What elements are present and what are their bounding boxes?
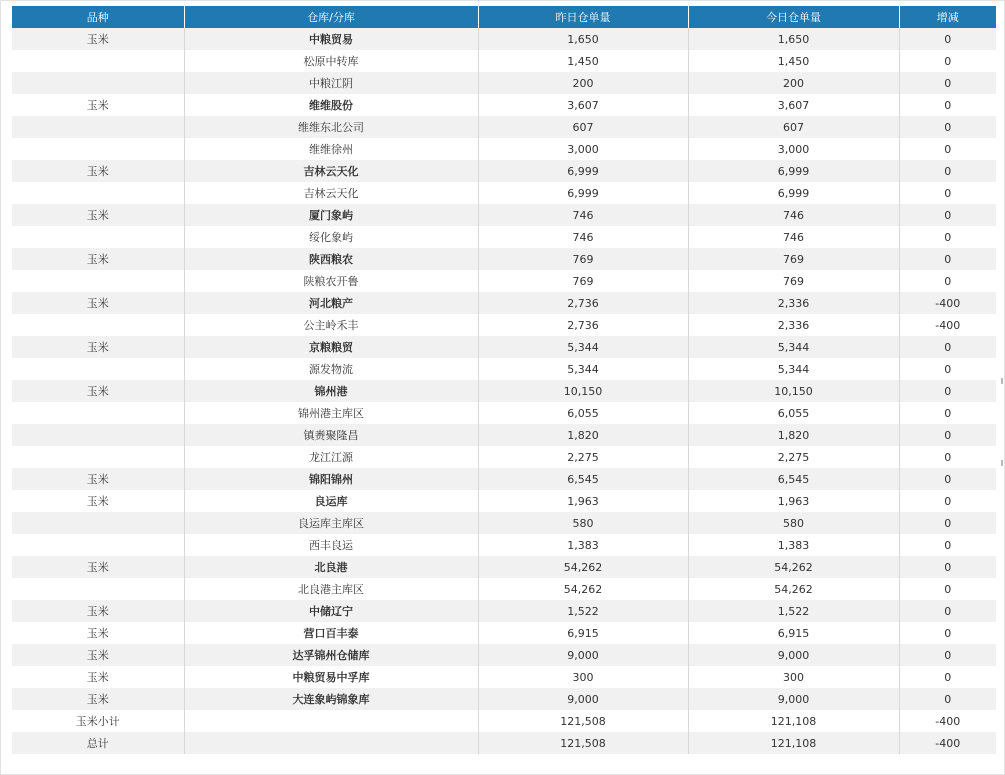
cell-yesterday-qty: 3,000 [478, 138, 688, 160]
cell-change: 0 [899, 534, 996, 556]
cell-variety: 玉米 [12, 28, 184, 50]
cell-variety: 玉米 [12, 490, 184, 512]
cell-yesterday-qty: 1,650 [478, 28, 688, 50]
cell-today-qty: 2,275 [688, 446, 899, 468]
cell-warehouse: 维维股份 [184, 94, 478, 116]
cell-yesterday-qty: 746 [478, 204, 688, 226]
cell-change: 0 [899, 358, 996, 380]
cell-today-qty: 200 [688, 72, 899, 94]
cell-change: 0 [899, 336, 996, 358]
cell-variety: 玉米 [12, 644, 184, 666]
cell-change: 0 [899, 50, 996, 72]
cell-variety: 玉米 [12, 600, 184, 622]
cell-change: 0 [899, 468, 996, 490]
cell-warehouse: 维维东北公司 [184, 116, 478, 138]
cell-today-qty: 1,383 [688, 534, 899, 556]
cell-variety: 总计 [12, 732, 184, 754]
cell-warehouse: 达孚锦州仓储库 [184, 644, 478, 666]
cell-change: 0 [899, 226, 996, 248]
cell-variety: 玉米 [12, 666, 184, 688]
table-row [12, 666, 996, 688]
table-row [12, 622, 996, 644]
cell-today-qty: 580 [688, 512, 899, 534]
cell-today-qty: 54,262 [688, 556, 899, 578]
cell-yesterday-qty: 607 [478, 116, 688, 138]
cell-today-qty: 1,522 [688, 600, 899, 622]
cell-change: 0 [899, 94, 996, 116]
cell-today-qty: 746 [688, 204, 899, 226]
table-row [12, 358, 996, 380]
warehouse-receipt-table [12, 6, 996, 754]
cell-change: 0 [899, 204, 996, 226]
cell-warehouse: 厦门象屿 [184, 204, 478, 226]
cell-variety [12, 446, 184, 468]
scroll-marker [1001, 378, 1003, 384]
table-row [12, 226, 996, 248]
cell-yesterday-qty: 769 [478, 248, 688, 270]
cell-yesterday-qty: 1,820 [478, 424, 688, 446]
cell-today-qty: 300 [688, 666, 899, 688]
table-row [12, 50, 996, 72]
cell-variety: 玉米小计 [12, 710, 184, 732]
cell-today-qty: 10,150 [688, 380, 899, 402]
cell-yesterday-qty: 1,383 [478, 534, 688, 556]
cell-warehouse: 北良港主库区 [184, 578, 478, 600]
cell-warehouse: 中粮江阴 [184, 72, 478, 94]
cell-warehouse: 营口百丰泰 [184, 622, 478, 644]
table-row [12, 248, 996, 270]
cell-variety [12, 50, 184, 72]
table-row [12, 534, 996, 556]
table-header-row [12, 6, 996, 28]
cell-today-qty: 3,607 [688, 94, 899, 116]
cell-today-qty: 6,055 [688, 402, 899, 424]
cell-variety: 玉米 [12, 160, 184, 182]
cell-yesterday-qty: 54,262 [478, 578, 688, 600]
cell-change: 0 [899, 446, 996, 468]
cell-yesterday-qty: 2,275 [478, 446, 688, 468]
cell-yesterday-qty: 5,344 [478, 336, 688, 358]
cell-yesterday-qty: 580 [478, 512, 688, 534]
table-row [12, 182, 996, 204]
cell-yesterday-qty: 3,607 [478, 94, 688, 116]
cell-variety: 玉米 [12, 336, 184, 358]
cell-variety: 玉米 [12, 622, 184, 644]
cell-variety: 玉米 [12, 468, 184, 490]
cell-change: -400 [899, 314, 996, 336]
cell-yesterday-qty: 200 [478, 72, 688, 94]
cell-today-qty: 607 [688, 116, 899, 138]
cell-change: 0 [899, 512, 996, 534]
table-row [12, 644, 996, 666]
table-row [12, 160, 996, 182]
table-row [12, 28, 996, 50]
cell-warehouse: 吉林云天化 [184, 182, 478, 204]
cell-warehouse: 松原中转库 [184, 50, 478, 72]
cell-today-qty: 5,344 [688, 336, 899, 358]
table-row [12, 424, 996, 446]
table-row [12, 138, 996, 160]
cell-variety [12, 512, 184, 534]
cell-change: 0 [899, 28, 996, 50]
cell-yesterday-qty: 5,344 [478, 358, 688, 380]
table-row [12, 116, 996, 138]
table-row [12, 468, 996, 490]
cell-variety: 玉米 [12, 292, 184, 314]
cell-yesterday-qty: 769 [478, 270, 688, 292]
cell-today-qty: 1,650 [688, 28, 899, 50]
cell-variety [12, 226, 184, 248]
cell-change: 0 [899, 380, 996, 402]
cell-warehouse: 大连象屿锦象库 [184, 688, 478, 710]
cell-change: 0 [899, 248, 996, 270]
cell-change: 0 [899, 688, 996, 710]
table-row [12, 270, 996, 292]
cell-yesterday-qty: 54,262 [478, 556, 688, 578]
cell-today-qty: 746 [688, 226, 899, 248]
table-row [12, 446, 996, 468]
cell-warehouse: 维维徐州 [184, 138, 478, 160]
cell-today-qty: 2,336 [688, 292, 899, 314]
cell-variety [12, 314, 184, 336]
cell-yesterday-qty: 121,508 [478, 710, 688, 732]
cell-warehouse: 源发物流 [184, 358, 478, 380]
cell-warehouse: 锦州港 [184, 380, 478, 402]
cell-change: 0 [899, 72, 996, 94]
cell-change: 0 [899, 138, 996, 160]
cell-yesterday-qty: 300 [478, 666, 688, 688]
cell-yesterday-qty: 10,150 [478, 380, 688, 402]
cell-warehouse: 河北粮产 [184, 292, 478, 314]
cell-variety [12, 534, 184, 556]
cell-variety [12, 358, 184, 380]
cell-change: -400 [899, 292, 996, 314]
cell-change: 0 [899, 666, 996, 688]
cell-change: 0 [899, 160, 996, 182]
cell-today-qty: 121,108 [688, 710, 899, 732]
table-body [12, 28, 996, 754]
cell-warehouse: 北良港 [184, 556, 478, 578]
cell-today-qty: 1,820 [688, 424, 899, 446]
cell-change: 0 [899, 644, 996, 666]
table-row [12, 578, 996, 600]
table-row [12, 600, 996, 622]
table-row [12, 314, 996, 336]
cell-warehouse: 吉林云天化 [184, 160, 478, 182]
cell-yesterday-qty: 121,508 [478, 732, 688, 754]
cell-yesterday-qty: 746 [478, 226, 688, 248]
table-row [12, 402, 996, 424]
cell-warehouse: 京粮粮贸 [184, 336, 478, 358]
cell-warehouse: 公主岭禾丰 [184, 314, 478, 336]
cell-variety: 玉米 [12, 380, 184, 402]
cell-change: 0 [899, 622, 996, 644]
cell-warehouse [184, 732, 478, 754]
table-row [12, 380, 996, 402]
table-row [12, 94, 996, 116]
cell-variety [12, 182, 184, 204]
cell-variety [12, 578, 184, 600]
scroll-marker [1001, 460, 1003, 466]
cell-warehouse: 陕粮农开鲁 [184, 270, 478, 292]
cell-today-qty: 54,262 [688, 578, 899, 600]
cell-warehouse: 良运库 [184, 490, 478, 512]
cell-warehouse: 镇赉聚隆昌 [184, 424, 478, 446]
cell-change: 0 [899, 600, 996, 622]
cell-variety: 玉米 [12, 204, 184, 226]
cell-today-qty: 769 [688, 270, 899, 292]
cell-today-qty: 6,999 [688, 160, 899, 182]
cell-yesterday-qty: 1,522 [478, 600, 688, 622]
header-change: 增减 [899, 6, 996, 28]
cell-yesterday-qty: 2,736 [478, 292, 688, 314]
cell-change: 0 [899, 402, 996, 424]
cell-variety: 玉米 [12, 94, 184, 116]
cell-today-qty: 6,999 [688, 182, 899, 204]
table-row [12, 72, 996, 94]
cell-change: 0 [899, 116, 996, 138]
table-row [12, 688, 996, 710]
cell-warehouse: 绥化象屿 [184, 226, 478, 248]
table-row [12, 204, 996, 226]
header-warehouse: 仓库/分库 [184, 6, 478, 28]
cell-warehouse: 中粮贸易中孚库 [184, 666, 478, 688]
cell-variety [12, 72, 184, 94]
table-row [12, 336, 996, 358]
cell-change: 0 [899, 556, 996, 578]
table-row [12, 556, 996, 578]
cell-change: 0 [899, 270, 996, 292]
header-variety: 品种 [12, 6, 184, 28]
cell-yesterday-qty: 1,450 [478, 50, 688, 72]
cell-today-qty: 3,000 [688, 138, 899, 160]
cell-yesterday-qty: 6,999 [478, 182, 688, 204]
cell-warehouse: 西丰良运 [184, 534, 478, 556]
cell-warehouse: 龙江江源 [184, 446, 478, 468]
cell-variety [12, 424, 184, 446]
cell-variety: 玉米 [12, 556, 184, 578]
cell-warehouse [184, 710, 478, 732]
cell-yesterday-qty: 6,915 [478, 622, 688, 644]
cell-yesterday-qty: 6,055 [478, 402, 688, 424]
cell-warehouse: 良运库主库区 [184, 512, 478, 534]
cell-yesterday-qty: 6,999 [478, 160, 688, 182]
cell-variety: 玉米 [12, 248, 184, 270]
cell-yesterday-qty: 2,736 [478, 314, 688, 336]
cell-today-qty: 9,000 [688, 688, 899, 710]
cell-today-qty: 6,915 [688, 622, 899, 644]
cell-today-qty: 2,336 [688, 314, 899, 336]
cell-change: 0 [899, 578, 996, 600]
cell-variety [12, 270, 184, 292]
cell-warehouse: 锦阳锦州 [184, 468, 478, 490]
cell-warehouse: 陕西粮农 [184, 248, 478, 270]
cell-today-qty: 121,108 [688, 732, 899, 754]
table-row [12, 732, 996, 754]
cell-change: 0 [899, 490, 996, 512]
cell-variety [12, 402, 184, 424]
table-row [12, 292, 996, 314]
cell-change: -400 [899, 710, 996, 732]
cell-yesterday-qty: 9,000 [478, 644, 688, 666]
cell-change: -400 [899, 732, 996, 754]
table-row [12, 490, 996, 512]
cell-variety [12, 138, 184, 160]
cell-variety: 玉米 [12, 688, 184, 710]
header-yesterday-qty: 昨日仓单量 [478, 6, 688, 28]
cell-yesterday-qty: 1,963 [478, 490, 688, 512]
cell-warehouse: 中粮贸易 [184, 28, 478, 50]
header-today-qty: 今日仓单量 [688, 6, 899, 28]
cell-today-qty: 1,963 [688, 490, 899, 512]
cell-variety [12, 116, 184, 138]
cell-warehouse: 中储辽宁 [184, 600, 478, 622]
cell-yesterday-qty: 9,000 [478, 688, 688, 710]
cell-yesterday-qty: 6,545 [478, 468, 688, 490]
cell-today-qty: 9,000 [688, 644, 899, 666]
cell-today-qty: 769 [688, 248, 899, 270]
table-row [12, 710, 996, 732]
cell-warehouse: 锦州港主库区 [184, 402, 478, 424]
cell-today-qty: 6,545 [688, 468, 899, 490]
cell-today-qty: 1,450 [688, 50, 899, 72]
cell-today-qty: 5,344 [688, 358, 899, 380]
cell-change: 0 [899, 424, 996, 446]
table-row [12, 512, 996, 534]
cell-change: 0 [899, 182, 996, 204]
